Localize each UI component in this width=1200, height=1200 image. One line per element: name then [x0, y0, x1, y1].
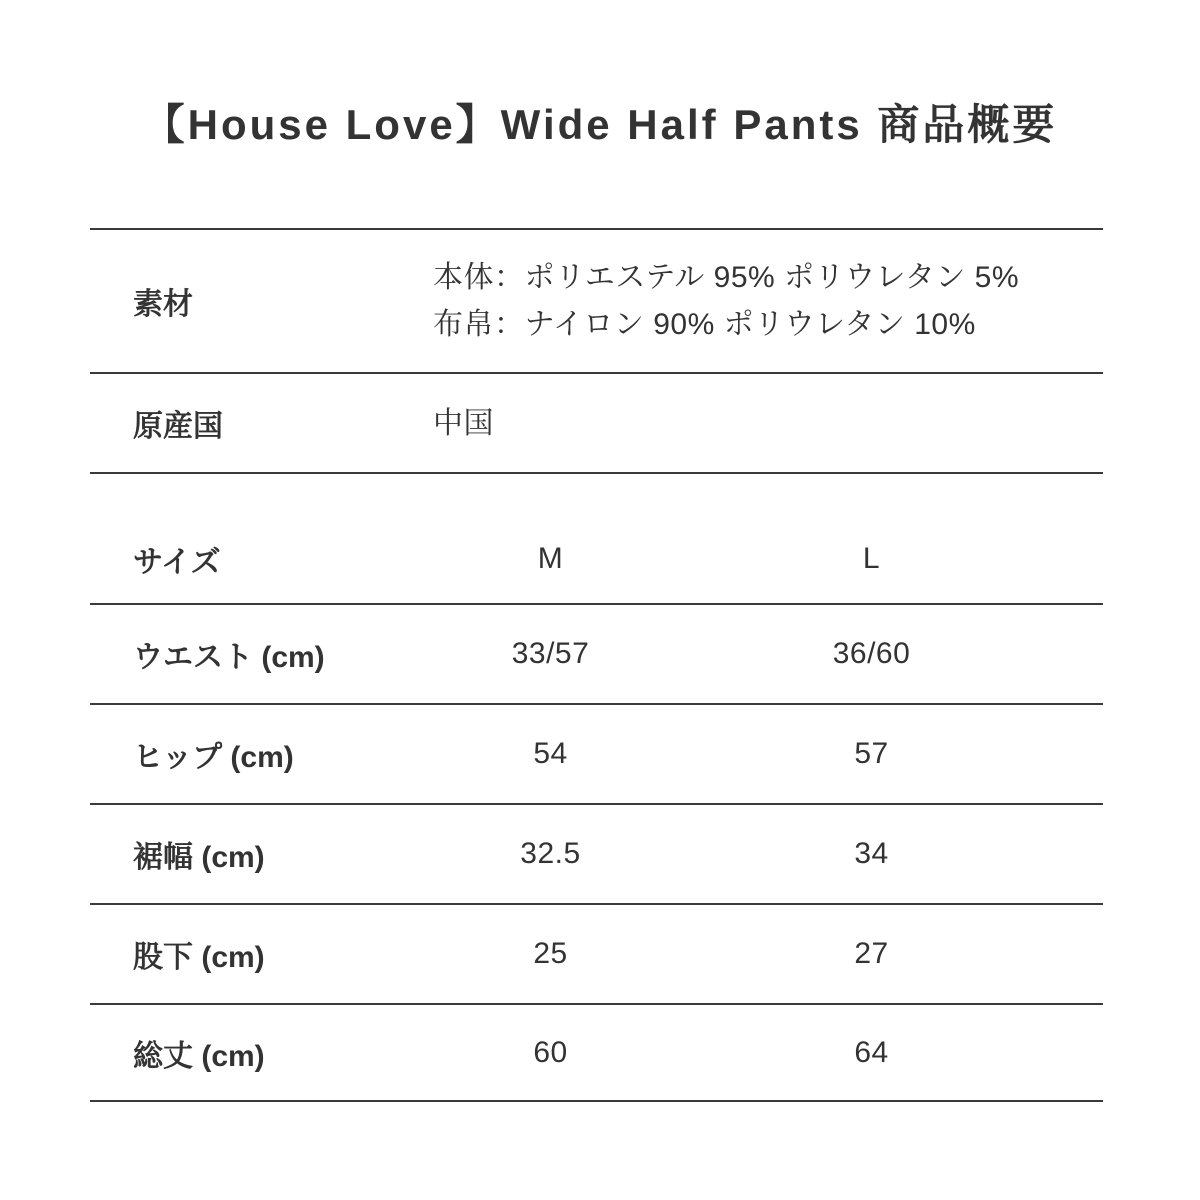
hip-value-m: 54: [533, 737, 568, 770]
size-header-label: サイズ: [133, 546, 221, 579]
material-row-value: [433, 254, 1019, 348]
table-row-inseam: [90, 905, 1103, 1005]
total-length-value-m: 60: [533, 1035, 568, 1069]
size-table: [90, 515, 1103, 1102]
table-row-material: [90, 230, 1103, 374]
waist-value-l: 36/60: [832, 637, 911, 670]
table-row-hip: [90, 705, 1103, 805]
total-length-value-l: 64: [854, 1035, 889, 1069]
table-row-total-length: [90, 1005, 1103, 1102]
hip-value-l: 57: [854, 737, 889, 770]
origin-row-label: 原産国: [133, 410, 223, 443]
hem-width-value-l: 34: [854, 837, 889, 870]
material-line-fabric: 布帛：ナイロン 90% ポリウレタン 10%: [433, 308, 976, 341]
spec-sheet: [90, 228, 1103, 1102]
origin-country: 中国: [433, 406, 494, 440]
material-line-main: 本体：ポリエステル 95% ポリウレタン 5%: [433, 261, 1020, 294]
waist-value-m: 33/57: [511, 637, 590, 670]
material-row-label: 素材: [133, 288, 193, 321]
size-column-m: M: [537, 542, 564, 575]
row-label: ヒップ (cm): [133, 741, 294, 774]
table-row-waist: [90, 605, 1103, 705]
inseam-value-m: 25: [533, 937, 568, 970]
row-label: 裾幅 (cm): [133, 841, 265, 874]
size-table-header-row: [90, 515, 1103, 605]
info-table: [90, 228, 1103, 474]
page-title: 【House Love】Wide Half Pants 商品概要: [142, 101, 1058, 148]
size-column-l: L: [862, 542, 881, 575]
inseam-value-l: 27: [854, 937, 889, 970]
row-label: 総丈 (cm): [133, 1039, 265, 1073]
origin-row-value: [433, 400, 494, 447]
row-label: ウエスト (cm): [133, 641, 325, 674]
table-row-hem-width: [90, 805, 1103, 905]
hem-width-value-m: 32.5: [520, 837, 581, 870]
table-row-origin: [90, 374, 1103, 474]
row-label: 股下 (cm): [133, 941, 265, 974]
